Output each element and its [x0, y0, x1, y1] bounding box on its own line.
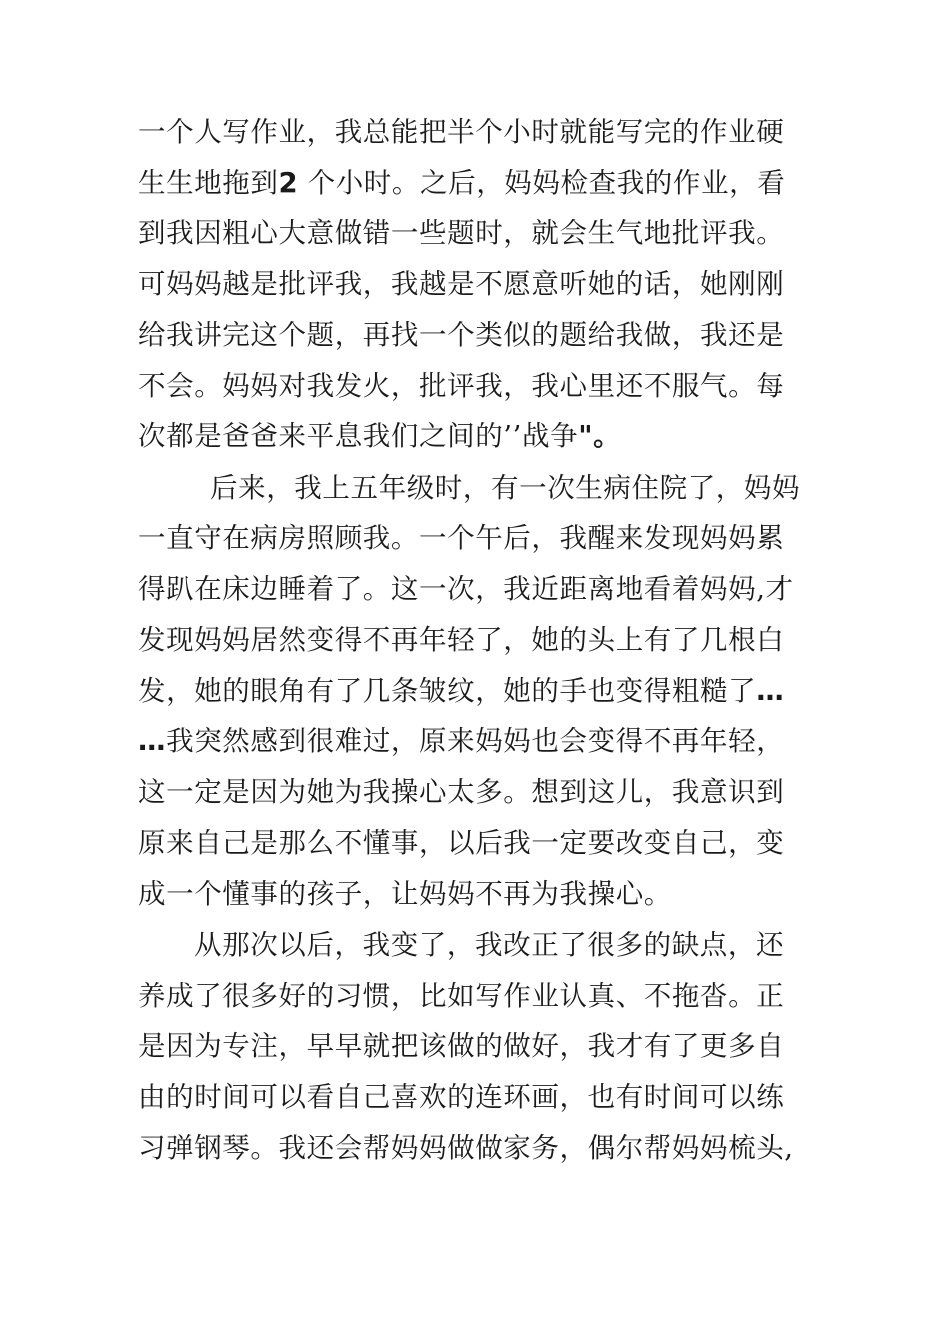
ellipsis-span: … — [756, 675, 785, 707]
text-span: 生生地拖到 — [138, 167, 279, 199]
text-line-9: 一直守在病房照顾我。一个午后，我醒来发现妈妈累 — [138, 522, 785, 554]
ellipsis-span: … — [138, 725, 167, 757]
paragraph-start-line: 从那次以后，我变了，我改正了很多的缺点，还 — [194, 929, 785, 961]
text-line-5: 给我讲完这个题，再找一个类似的题给我做，我还是 — [138, 319, 785, 351]
quote-span: "。 — [578, 420, 622, 452]
text-line-12 — [138, 671, 828, 711]
text-line-19: 是因为专注，早早就把该做的做好，我才有了更多自 — [138, 1030, 785, 1062]
text-line-10: 得趴在床边睡着了。这一次，我近距离地看着妈妈,才 — [138, 573, 794, 605]
text-span: 发，她的眼角有了几条皱纹，她的手也变得粗糙了 — [138, 675, 757, 707]
number-span: 2 — [278, 167, 299, 199]
text-line-3: 到我因粗心大意做错一些题时，就会生气地批评我。 — [138, 217, 785, 249]
text-line-21: 习弹钢琴。我还会帮妈妈做做家务，偶尔帮妈妈梳头, — [138, 1132, 794, 1164]
text-span: 我突然感到很难过，原来妈妈也会变得不再年轻， — [166, 725, 785, 757]
text-line-13 — [138, 721, 828, 761]
text-line-1: 一个人写作业，我总能把半个小时就能写完的作业硬 — [138, 116, 785, 148]
text-line-6: 不会。妈妈对我发火，批评我，我心里还不服气。每 — [138, 370, 785, 402]
text-span: 次都是爸爸来平息我们之间的’’战争 — [138, 420, 579, 452]
text-line-20: 由的时间可以看自己喜欢的连环画，也有时间可以练 — [138, 1081, 785, 1113]
text-span: 个小时。之后，妈妈检查我的作业，看 — [307, 167, 786, 199]
text-line-2 — [138, 163, 828, 203]
text-line-11: 发现妈妈居然变得不再年轻了，她的头上有了几根白 — [138, 624, 785, 656]
text-line-14: 这一定是因为她为我操心太多。想到这儿，我意识到 — [138, 776, 785, 808]
paragraph-start-line: 后来，我上五年级时，有一次生病住院了，妈妈 — [210, 472, 801, 504]
text-line-4: 可妈妈越是批评我，我越是不愿意听她的话，她刚刚 — [138, 268, 785, 300]
text-line-16: 成一个懂事的孩子，让妈妈不再为我操心。 — [138, 878, 672, 910]
text-line-15: 原来自己是那么不懂事，以后我一定要改变自己，变 — [138, 827, 785, 859]
text-line-7 — [138, 416, 828, 456]
text-line-18: 养成了很多好的习惯，比如写作业认真、不拖沓。正 — [138, 980, 785, 1012]
